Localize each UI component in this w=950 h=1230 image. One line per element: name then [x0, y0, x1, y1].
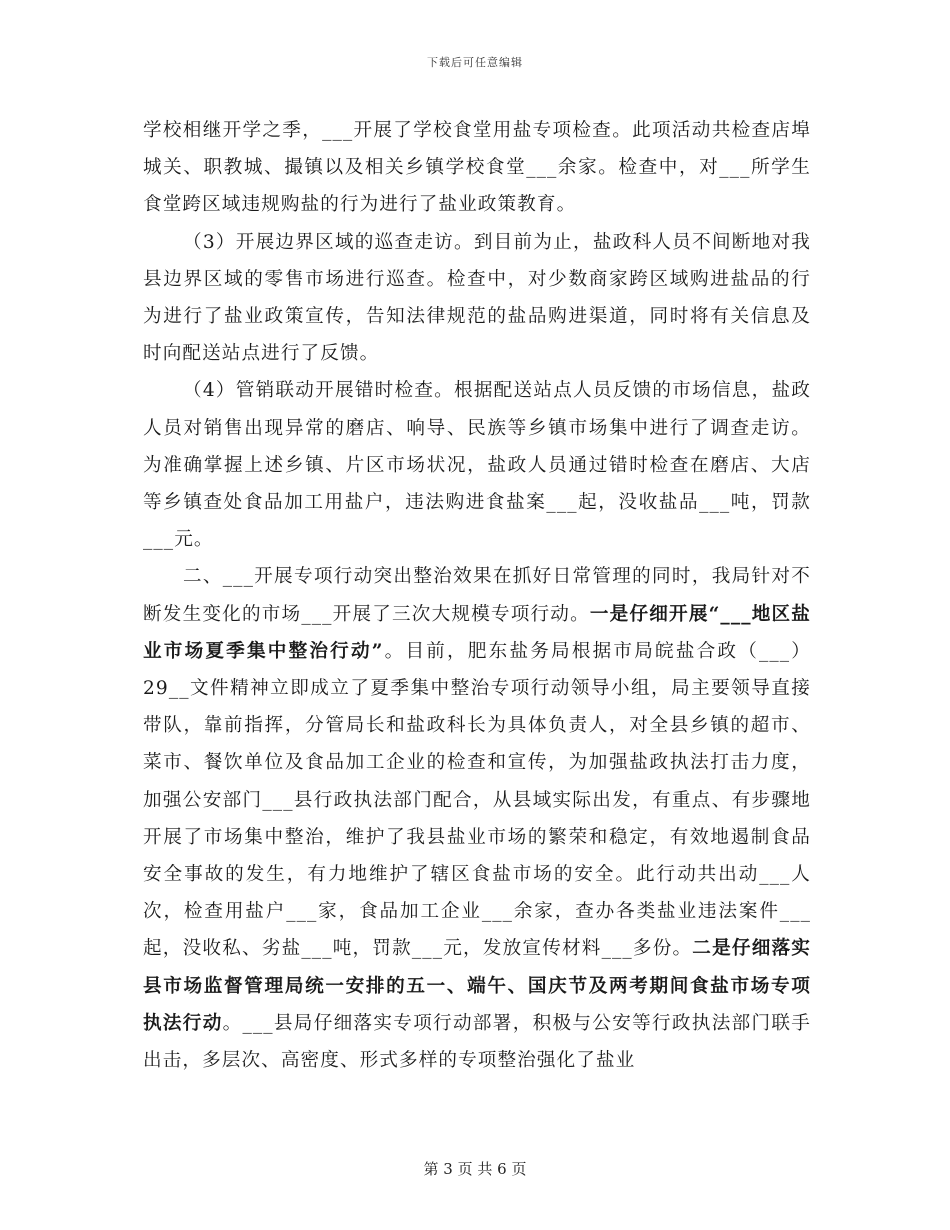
paragraph-4-text-1: 二、___开展专项行动突出整治效果在抓好日常管理的同时，我局针对不断发生变化的市场___开展了三次大规模专项行动。: [143, 566, 811, 625]
document-body: [143, 112, 811, 1079]
paragraph-2: [143, 224, 811, 373]
paragraph-4: [143, 558, 811, 1079]
paragraph-3: [143, 372, 811, 558]
page-footer: 第 3 页 共 6 页: [423, 1160, 527, 1178]
paragraph-4-text-3: 。___县局仔细落实专项行动部署，积极与公安等行政执法部门联手出击，多层次、高密度、形式多样的专项整治强化了盐业: [143, 1012, 811, 1072]
paragraph-4-bold-2: 二是仔细落实县市场监督管理局统一安排的五一、端午、国庆节及两考期间食盐市场专项执法行动: [143, 938, 811, 1034]
paragraph-4-bold-1: 一是仔细开展“___地区盐业市场夏季集中整治行动”: [143, 603, 811, 662]
paragraph-2-text: （3）开展边界区域的巡查走访。到目前为止，盐政科人员不间断地对我县边界区域的零售市场进行巡查。检查中，对少数商家跨区域购进盐品的行为进行了盐业政策宣传，告知法律规范的盐品购进渠道，同时将有关信息及时向配送站点进行了反馈。: [143, 231, 811, 365]
paragraph-1-text: 学校相继开学之季，___开展了学校食堂用盐专项检查。此项活动共检查店埠城关、职教城、撮镇以及相关乡镇学校食堂___余家。检查中，对___所学生食堂跨区域违规购盐的行为进行了盐业政策教育。: [143, 120, 811, 216]
paragraph-1: [143, 112, 811, 224]
page-header: 下载后可任意编辑: [427, 56, 523, 69]
paragraph-4-text-2: 。目前，肥东盐务局根据市局皖盐合政（___）29__文件精神立即成立了夏季集中整治专项行动领导小组，局主要领导直接带队，靠前指挥，分管局长和盐政科长为具体负责人，对全县乡镇的超市、菜市、餐饮单位及食品加工企业的检查和宣传，为加强盐政执法打击力度，加强公安部门___县行政执法部门配合，从县域实际出发，有重点、有步骤地开展了市场集中整治，维护了我县盐业市场的繁荣和稳定，有效地遏制食品安全事故的发生，有力地维护了辖区食盐市场的安全。此行动共出动___人次，检查用盐户___家，食品加工企业___余家，查办各类盐业违法案件___起，没收私、劣盐___吨，罚款___元，发放宣传材料___多份。: [143, 640, 811, 960]
paragraph-3-text: （4）管销联动开展错时检查。根据配送站点人员反馈的市场信息，盐政人员对销售出现异常的磨店、响导、民族等乡镇市场集中进行了调查走访。为准确掌握上述乡镇、片区市场状况，盐政人员通过错时检查在磨店、大店等乡镇查处食品加工用盐户，违法购进食盐案___起，没收盐品___吨，罚款___元。: [143, 380, 811, 551]
